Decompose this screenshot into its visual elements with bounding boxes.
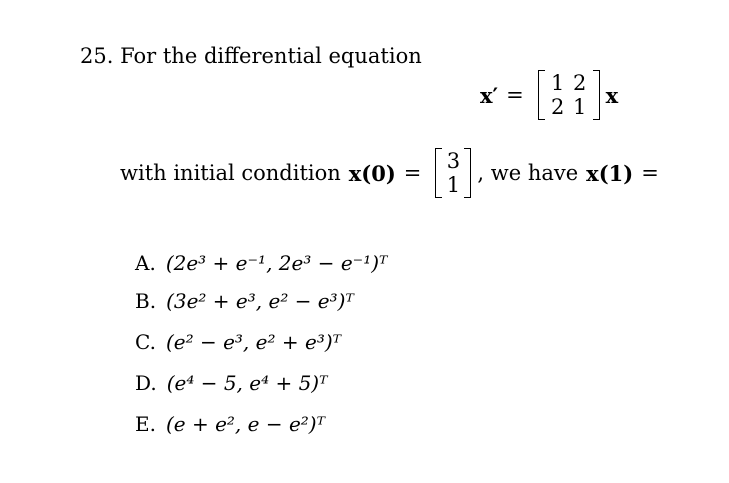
equation-equals: = [506, 83, 524, 107]
choice-letter: D. [135, 371, 157, 395]
question-header [80, 44, 422, 68]
choice-letter: B. [135, 289, 157, 313]
choice-expression: (e⁴ − 5, e⁴ + 5)ᵀ [166, 371, 328, 395]
differential-equation [480, 70, 618, 120]
left-bracket [538, 70, 545, 120]
choice-expression: (2e³ + e⁻¹, 2e³ − e⁻¹)ᵀ [165, 251, 388, 275]
ic-lead-text: with initial condition [120, 161, 341, 185]
choice-expression: (e² − e³, e² + e³)ᵀ [165, 330, 342, 354]
choice-expression: (e + e², e − e²)ᵀ [165, 412, 326, 436]
choice-c[interactable] [135, 330, 341, 354]
matrix-cell: 1 [550, 71, 565, 95]
choice-a[interactable] [135, 251, 387, 275]
question-number: 25. [80, 44, 114, 68]
ic-equals: = [403, 161, 422, 185]
ic-tail-text: , we have [477, 161, 579, 185]
x1-label: x(1) [586, 160, 634, 186]
initial-condition-line [120, 148, 659, 198]
choice-expression: (3e² + e³, e² − e³)ᵀ [166, 289, 354, 313]
matrix-cells [545, 70, 593, 120]
equation-rhs: x [605, 82, 619, 108]
choice-b[interactable] [135, 289, 354, 313]
choice-e[interactable] [135, 412, 325, 436]
vector-cells [442, 148, 464, 198]
left-bracket [435, 148, 442, 198]
choice-letter: C. [135, 330, 156, 354]
matrix-cell: 1 [572, 95, 587, 119]
choice-d[interactable] [135, 371, 328, 395]
equation-lhs: x′ [480, 82, 499, 108]
matrix-cell: 2 [572, 71, 587, 95]
vector-cell: 1 [446, 173, 461, 197]
choice-letter: A. [135, 251, 156, 275]
vector-cell: 3 [446, 149, 461, 173]
matrix-cell: 2 [550, 95, 565, 119]
ic-tail-equals: = [641, 161, 659, 185]
coefficient-matrix [538, 70, 600, 120]
question-prompt: For the differential equation [120, 44, 422, 68]
right-bracket [593, 70, 600, 120]
x0-label: x(0) [348, 160, 396, 186]
choice-letter: E. [135, 412, 156, 436]
right-bracket [464, 148, 471, 198]
initial-vector [435, 148, 471, 198]
